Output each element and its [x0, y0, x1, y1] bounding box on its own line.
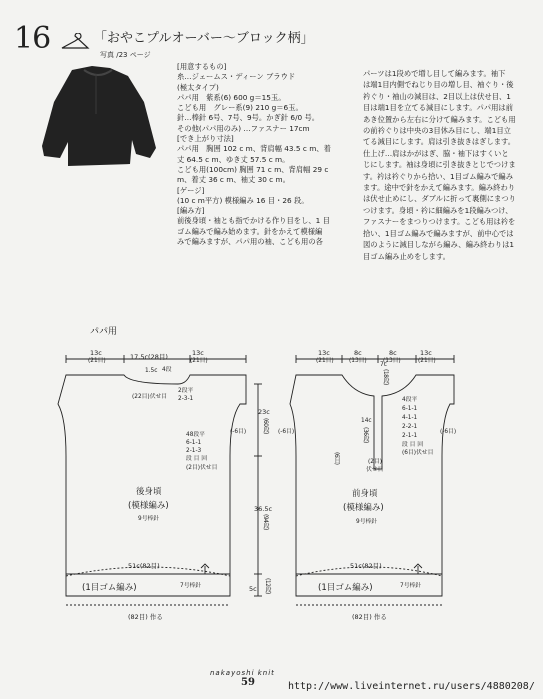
instruction-line: 仕上げ…肩はかがはぎ、脇・袖下はすくいと [363, 148, 509, 158]
materials-line: 針…棒針 6号、7号、9号。かぎ針 6/0 号。 [177, 113, 320, 123]
back-rib: (1目ゴム編み) [82, 583, 137, 593]
materials-line: 前後身頃・袖とも指でかける作り目をし、1 目 [177, 216, 330, 226]
instruction-line: 衿ぐり・袖山の減目は、2目以上は伏せ目、1 [363, 91, 511, 101]
instruction-line: は伏せ止めにし、ダブルに折って裏側にまつり [363, 194, 516, 204]
materials-line: [用意するもの] [177, 62, 227, 71]
front-armhole-dec: 2-1-1 [402, 433, 418, 439]
rib-height: 5c [249, 585, 257, 593]
instruction-line: 目ゴム編み止めをします。 [363, 251, 450, 261]
back-neck-rows: 4段 [162, 367, 172, 373]
instruction-line: の前衿ぐりは中央の3目休み目にし、端1目立 [363, 126, 511, 136]
front-opening-sts: (6目) [333, 452, 340, 465]
back-top-left-sts: (21目) [88, 358, 106, 364]
front-stitch: (模様編み) [343, 503, 384, 513]
front-opening: 14c [361, 418, 372, 424]
back-armhole-dec: 6-1-1 [186, 440, 202, 446]
materials-line: こども用(100cm) 胸囲 71 c m、背肩幅 29 c [177, 164, 329, 174]
materials-line: [でき上がり寸法] [177, 134, 234, 144]
materials-line: パパ用 紫系(6) 600 g＝15玉。 [177, 92, 286, 102]
photo-reference: 写真 /23 ページ [100, 51, 151, 59]
front-armhole-dec: (6目)伏せ目 [402, 450, 434, 456]
materials-line: [編み方] [177, 206, 205, 216]
back-neck-depth: 1.5c [145, 368, 158, 374]
front-armhole-dec: 4-1-1 [402, 415, 418, 421]
back-neck-dec: 2段平 [178, 388, 194, 394]
back-top-right-sts: (21目) [190, 358, 208, 364]
back-armhole-dec: (2目)伏せ目 [186, 465, 218, 471]
armhole-height: 23c [258, 408, 270, 416]
front-top-right: 13c [420, 349, 432, 357]
instruction-line: パーツは1段めで増し目して編みます。袖下 [363, 69, 506, 78]
back-armhole-dec: 段 目 回 [186, 456, 208, 462]
front-piece-name: 前身頃 [352, 489, 378, 499]
front-top-left: 13c [318, 349, 330, 357]
front-top-right-sts: (21目) [418, 358, 436, 364]
rib-rows: (12段) [264, 578, 271, 594]
footer-brand: nakayoshi knit [210, 669, 275, 677]
front-neck-right-sts: (13目) [383, 358, 401, 364]
front-width: 51c(82目) [350, 562, 382, 570]
instruction-line: あき位置から左右に分けて編みます。こども用 [363, 114, 516, 124]
front-neck-rows: (18段) [382, 369, 389, 385]
front-top-left-sts: (21目) [316, 358, 334, 364]
back-width: 51c(82目) [128, 562, 160, 570]
page-number: 59 [241, 677, 255, 688]
instruction-line: てる減目にします。肩は引き抜きはぎします。 [363, 137, 516, 147]
back-needle: 9号棒針 [138, 516, 160, 522]
instruction-line: 図のように減目しながら編み、編み終わりは1 [363, 240, 515, 250]
front-rib-needle: 7号棒針 [400, 583, 422, 589]
front-rib: (1目ゴム編み) [318, 583, 373, 593]
armhole-rows: (60段) [262, 418, 269, 434]
front-armhole-dec: 6-1-1 [402, 406, 418, 412]
instruction-line: ファスナーをまつりつけます。こども用は衿を [363, 217, 516, 227]
instruction-line: は端1目内側でねじり目の増し目、袖ぐり・後 [363, 80, 514, 90]
instruction-line: す。衿は衿ぐりから拾い、1目ゴム編みで編み [363, 171, 513, 181]
page-title: 「おやこプルオーバー～ブロック柄」 [94, 31, 314, 46]
back-stitch: (模様編み) [128, 501, 169, 511]
back-neck-dec2: 2-3-1 [178, 396, 194, 402]
back-armhole-dec: 48段平 [186, 432, 205, 438]
front-center-bindoff: (2目) [368, 459, 383, 465]
back-armhole-dec: 2-1-3 [186, 448, 202, 454]
materials-line: 糸…ジェームス・ディーン ブラウド [177, 72, 296, 82]
back-armhole-bindoff: (22目)伏せ目 [132, 394, 168, 400]
materials-line: その他(パパ用のみ) …ファスナー 17cm [177, 123, 310, 133]
instruction-line: つけます。身頃・衿に細編みを1段編みつけ、 [363, 205, 513, 215]
front-center-bindoff-lbl: 伏せ目 [366, 467, 384, 473]
back-top-mid: 17.5c(28目) [130, 353, 168, 361]
materials-line: パパ用 胸囲 102 c m、背肩幅 43.5 c m、着 [177, 144, 331, 154]
materials-line: ゴム編みで編み始めます。針をかえて模様編 [177, 226, 323, 236]
front-right-side-dec: (-6目) [440, 429, 457, 435]
front-needle: 9号棒針 [356, 519, 378, 525]
instruction-line: ます。途中で針をかえて編みます。編み終わり [363, 183, 516, 193]
materials-line: [ゲージ] [177, 185, 205, 195]
body-rows: (94段) [262, 514, 269, 530]
back-rib-needle: 7号棒針 [180, 583, 202, 589]
back-side-dec: (-6目) [230, 429, 247, 435]
materials-line: 丈 64.5 c m、ゆき丈 57.5 c m。 [177, 154, 290, 164]
materials-line: m、着丈 36 c m、袖丈 30 c m。 [177, 175, 290, 185]
front-side-dec: (-6目) [278, 429, 295, 435]
body-height: 36.5c [254, 505, 273, 513]
front-neck-left-sts: (13目) [349, 358, 367, 364]
back-cast-on: (82目) 作る [128, 613, 163, 621]
source-url[interactable]: http://www.liveinternet.ru/users/4880208/ [288, 681, 535, 692]
back-piece-name: 後身頃 [136, 487, 162, 497]
instruction-line: 拾い、1目ゴム編みで編みますが、前中心では [363, 228, 514, 238]
front-neck-depth: 7c [380, 362, 387, 368]
back-top-right: 13c [192, 349, 204, 357]
materials-line: こども用 グレー系(9) 210 g＝6玉。 [177, 103, 303, 113]
materials-line: みで編みますが、パパ用の袖、こども用の各 [177, 237, 323, 247]
section-label: パパ用 [90, 327, 118, 337]
front-neck-right: 8c [389, 349, 397, 357]
front-armhole-dec: 2-2-1 [402, 424, 418, 430]
instruction-line: 目は端1目を立てる減目にします。パパ用は前 [363, 103, 513, 113]
materials-line: (10 c m平方) 模様編み 16 目・26 段。 [177, 195, 309, 205]
front-opening-rows: (36段) [362, 427, 369, 443]
instruction-line: じにします。袖は身頃に引き抜きとじでつけま [363, 160, 516, 170]
back-top-left: 13c [90, 349, 102, 357]
front-neck-left: 8c [354, 349, 362, 357]
pattern-number: 16 [14, 21, 51, 56]
front-cast-on: (82目) 作る [352, 613, 387, 621]
front-armhole-dec: 段 目 回 [402, 442, 424, 448]
front-armhole-dec: 4段平 [402, 397, 418, 403]
materials-line: (極太タイプ) [177, 82, 219, 92]
